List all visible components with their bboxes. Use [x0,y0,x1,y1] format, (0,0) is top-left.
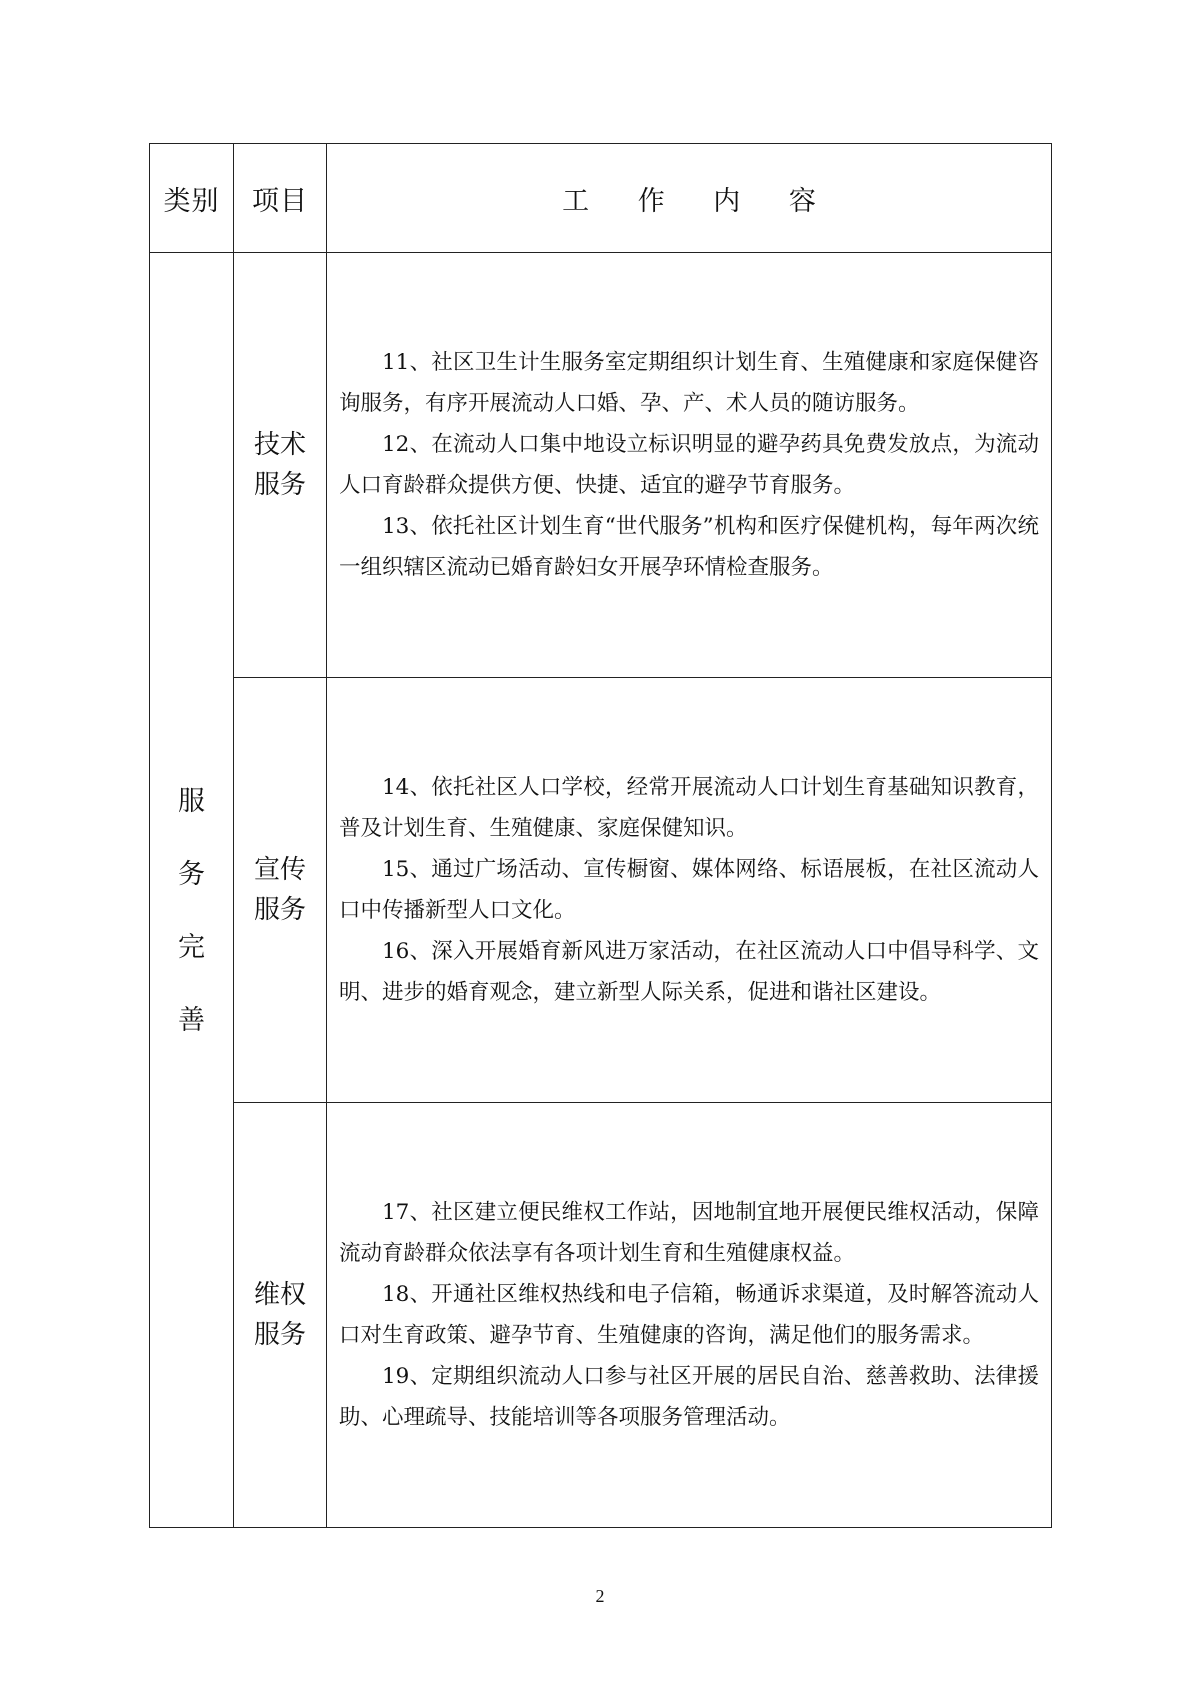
category-char: 务 [178,859,205,890]
table-row [150,253,1052,678]
content-paragraph: 13、依托社区计划生育“世代服务”机构和医疗保健机构，每年两次统一组织辖区流动已婚育龄妇女开展孕环情检查服务。 [339,514,1039,580]
item-label: 技术服务 [253,430,306,500]
header-item [234,144,327,253]
content-paragraph: 14、依托社区人口学校，经常开展流动人口计划生育基础知识教育，普及计划生育、生殖健康、家庭保健知识。 [339,775,1039,841]
header-category [150,144,234,253]
content-paragraph: 12、在流动人口集中地设立标识明显的避孕药具免费发放点，为流动人口育龄群众提供方便、快捷、适宜的避孕节育服务。 [339,432,1039,498]
header-category-label: 类别 [163,185,220,217]
content-paragraph: 16、深入开展婚育新风进万家活动，在社区流动人口中倡导科学、文明、进步的婚育观念，建立新型人际关系，促进和谐社区建设。 [339,939,1039,1005]
table-row [150,1103,1052,1528]
category-label [150,779,233,1037]
content-paragraph: 11、社区卫生计生服务室定期组织计划生育、生殖健康和家庭保健咨询服务，有序开展流动人口婚、孕、产、术人员的随访服务。 [339,350,1039,416]
table-row [150,678,1052,1103]
item-cell-rights [234,1103,327,1528]
header-item-label: 项目 [252,185,308,217]
category-char: 善 [178,1005,205,1036]
content-cell [327,1103,1052,1528]
work-content-table [149,143,1052,1528]
table-header-row [150,144,1052,253]
header-content-label: 工 作 内 容 [562,185,836,217]
category-char: 完 [178,932,205,963]
category-cell [150,253,234,1528]
item-cell-publicity [234,678,327,1103]
content-paragraph: 15、通过广场活动、宣传橱窗、媒体网络、标语展板，在社区流动人口中传播新型人口文化。 [339,857,1039,923]
page-number: 2 [595,1586,605,1606]
item-cell-technical [234,253,327,678]
category-char: 服 [178,786,205,817]
item-label: 宣传服务 [253,855,306,925]
content-cell [327,678,1052,1103]
item-label: 维权服务 [253,1280,306,1350]
header-content [327,144,1052,253]
content-cell [327,253,1052,678]
content-paragraph: 18、开通社区维权热线和电子信箱，畅通诉求渠道，及时解答流动人口对生育政策、避孕节育、生殖健康的咨询，满足他们的服务需求。 [339,1282,1039,1348]
content-paragraph: 19、定期组织流动人口参与社区开展的居民自治、慈善救助、法律援助、心理疏导、技能培训等各项服务管理活动。 [339,1364,1039,1430]
content-paragraph: 17、社区建立便民维权工作站，因地制宜地开展便民维权活动，保障流动育龄群众依法享有各项计划生育和生殖健康权益。 [339,1200,1039,1266]
